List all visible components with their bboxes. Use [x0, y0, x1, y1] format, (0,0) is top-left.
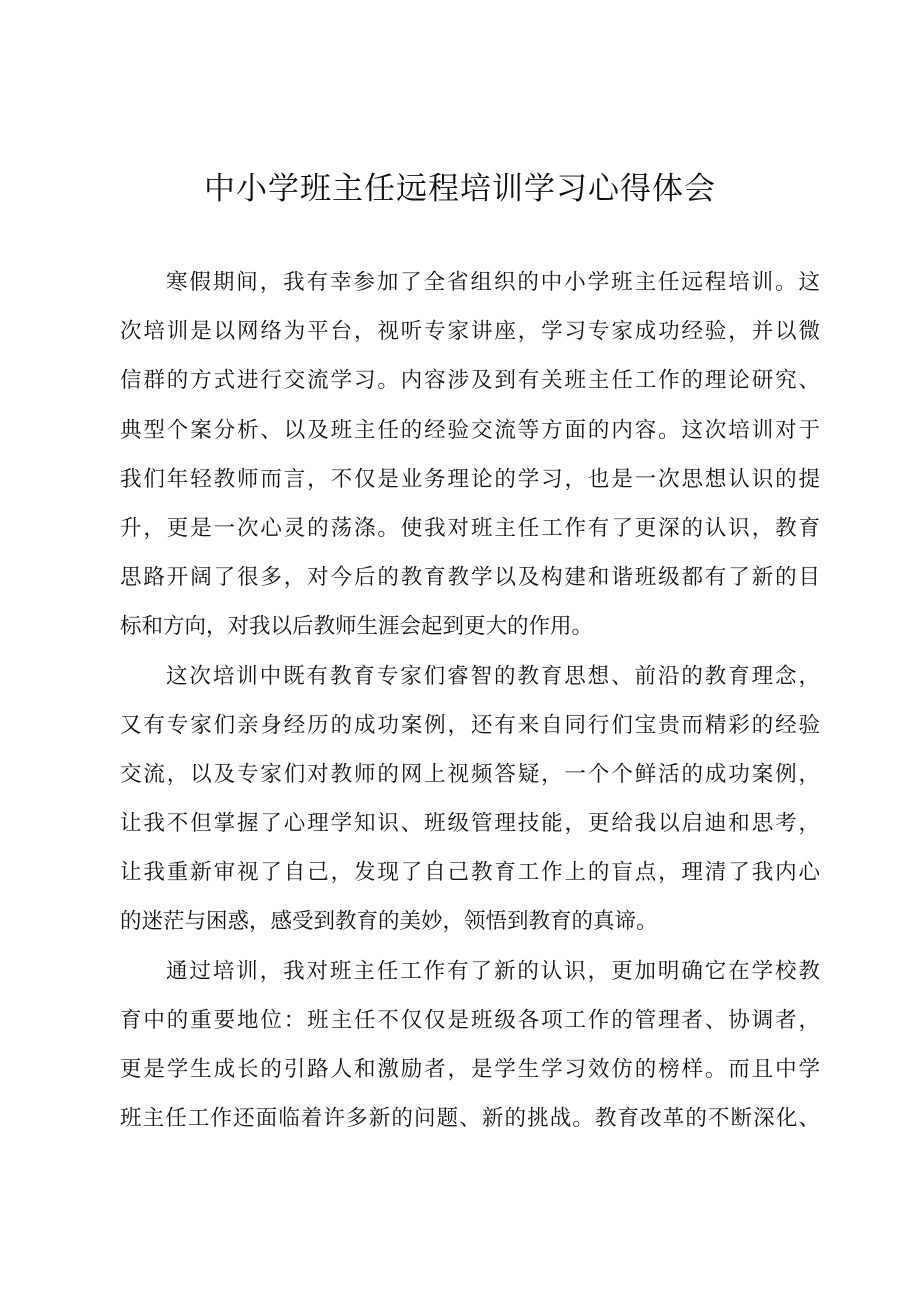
text-line: 思路开阔了很多，对今后的教育教学以及构建和谐班级都有了新的目 — [120, 565, 820, 591]
document-title: 中小学班主任远程培训学习心得体会 — [204, 171, 716, 207]
text-line: 寒假期间，我有幸参加了全省组织的中小学班主任远程培训。这 — [166, 270, 820, 295]
paragraph-3 — [120, 947, 820, 1144]
text-line: 次培训是以网络为平台，视听专家讲座，学习专家成功经验，并以微 — [120, 319, 820, 345]
text-line: 典型个案分析、以及班主任的经验交流等方面的内容。这次培训对于 — [120, 417, 820, 443]
text-line: 班主任工作还面临着许多新的问题、新的挑战。教育改革的不断深化、 — [120, 1106, 820, 1132]
text-line: 的迷茫与困惑，感受到教育的美妙，领悟到教育的真谛。 — [120, 909, 658, 935]
text-line: 又有专家们亲身经历的成功案例，还有来自同行们宝贵而精彩的经验 — [120, 712, 820, 738]
text-line: 让我重新审视了自己，发现了自己教育工作上的盲点，理清了我内心 — [120, 860, 820, 886]
text-line: 通过培训，我对班主任工作有了新的认识，更加明确它在学校教 — [166, 958, 820, 984]
text-line: 让我不但掌握了心理学知识、班级管理技能，更给我以启迪和思考， — [120, 811, 820, 837]
paragraph-1 — [120, 258, 820, 652]
text-line: 交流，以及专家们对教师的网上视频答疑，一个个鲜活的成功案例， — [120, 761, 820, 787]
document-body — [120, 258, 820, 1143]
text-line: 更是学生成长的引路人和激励者，是学生学习效仿的榜样。而且中学 — [120, 1057, 820, 1082]
text-line: 这次培训中既有教育专家们睿智的教育思想、前沿的教育理念， — [166, 663, 820, 689]
text-line: 升，更是一次心灵的荡涤。使我对班主任工作有了更深的认识，教育 — [120, 515, 820, 541]
text-line: 标和方向，对我以后教师生涯会起到更大的作用。 — [120, 614, 594, 640]
paragraph-2 — [120, 652, 820, 947]
text-line: 育中的重要地位：班主任不仅仅是班级各项工作的管理者、协调者， — [120, 1007, 820, 1033]
text-line: 信群的方式进行交流学习。内容涉及到有关班主任工作的理论研究、 — [120, 368, 820, 394]
text-line: 我们年轻教师而言，不仅是业务理论的学习，也是一次思想认识的提 — [120, 466, 820, 492]
